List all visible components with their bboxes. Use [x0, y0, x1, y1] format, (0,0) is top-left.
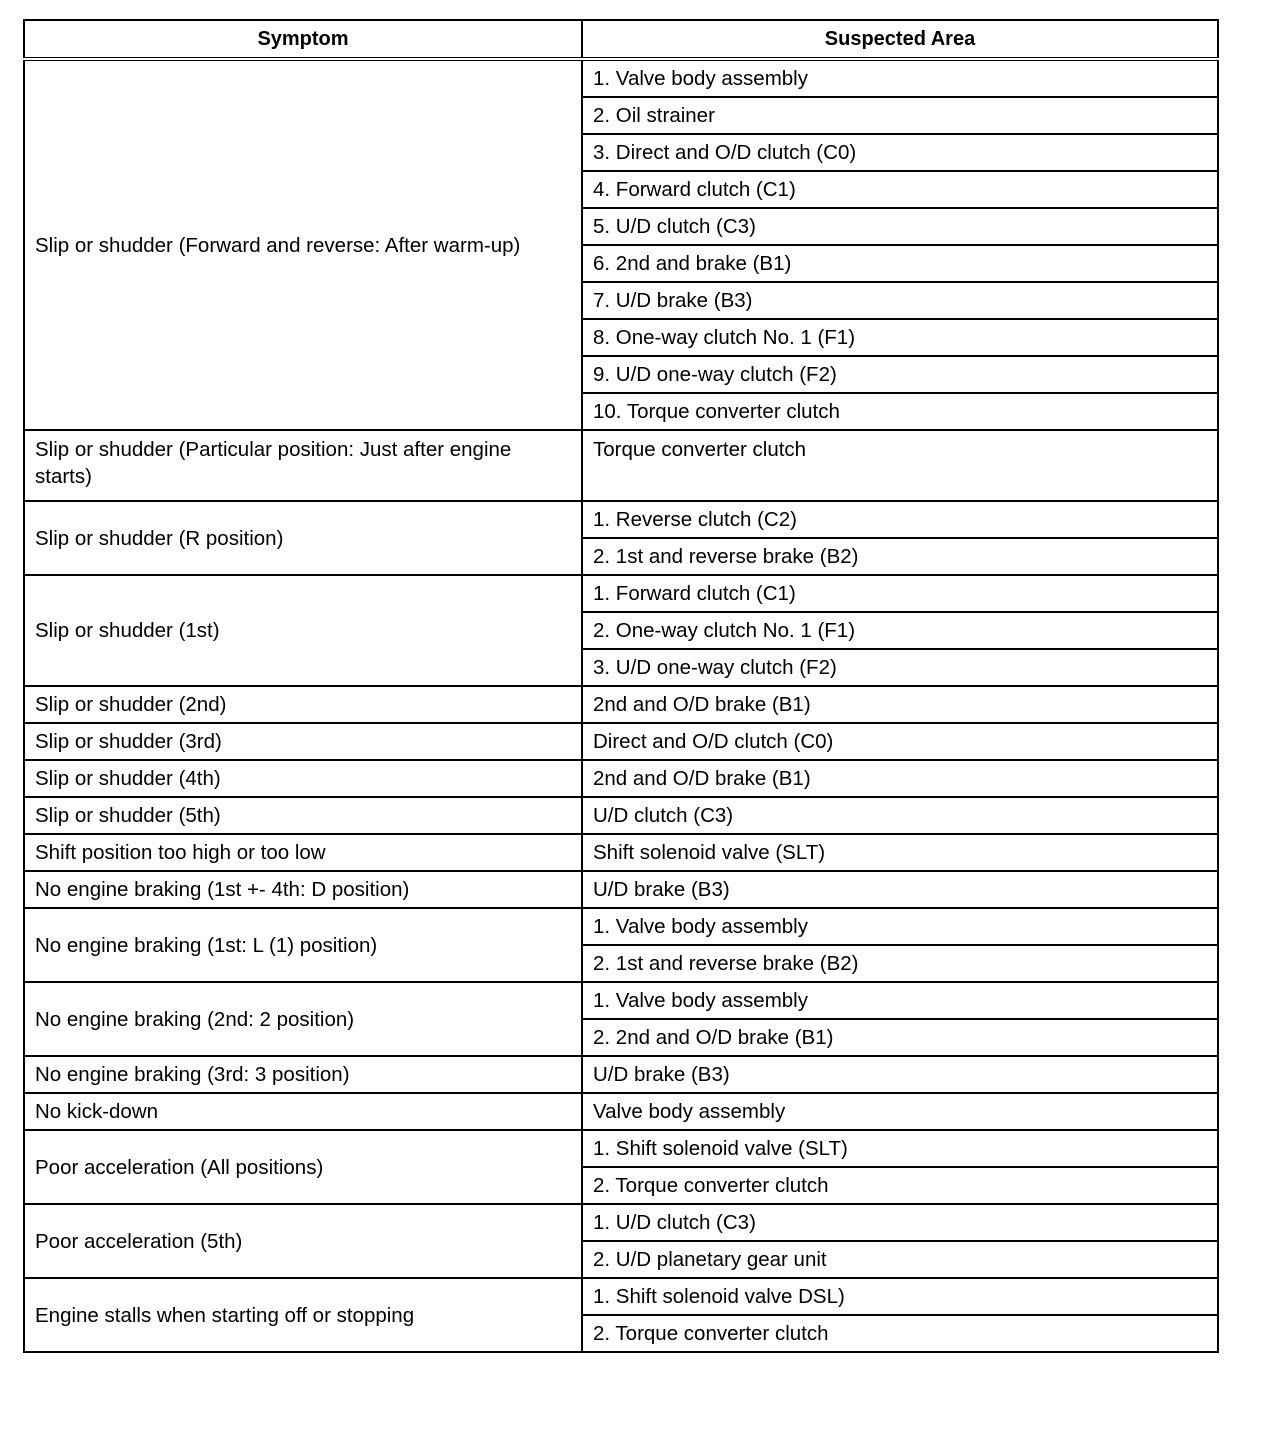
suspected-area-cell: 7. U/D brake (B3)	[582, 282, 1218, 319]
suspected-area-cell: 2. 2nd and O/D brake (B1)	[582, 1019, 1218, 1056]
symptom-cell: Slip or shudder (4th)	[24, 760, 582, 797]
suspected-area-cell: U/D brake (B3)	[582, 1056, 1218, 1093]
suspected-area-cell: 3. U/D one-way clutch (F2)	[582, 649, 1218, 686]
symptom-cell: Slip or shudder (2nd)	[24, 686, 582, 723]
suspected-area-cell: 5. U/D clutch (C3)	[582, 208, 1218, 245]
suspected-area-cell: 2. Torque converter clutch	[582, 1315, 1218, 1352]
suspected-area-cell: Valve body assembly	[582, 1093, 1218, 1130]
symptom-cell: No kick-down	[24, 1093, 582, 1130]
symptom-cell: No engine braking (3rd: 3 position)	[24, 1056, 582, 1093]
suspected-area-cell: 2. Torque converter clutch	[582, 1167, 1218, 1204]
suspected-area-cell: U/D brake (B3)	[582, 871, 1218, 908]
table-row	[24, 501, 1218, 538]
table-row	[24, 1056, 1218, 1093]
suspected-area-cell: 8. One-way clutch No. 1 (F1)	[582, 319, 1218, 356]
suspected-area-cell: 9. U/D one-way clutch (F2)	[582, 356, 1218, 393]
suspected-area-cell: 2. One-way clutch No. 1 (F1)	[582, 612, 1218, 649]
suspected-area-cell: 10. Torque converter clutch	[582, 393, 1218, 430]
suspected-area-cell: Direct and O/D clutch (C0)	[582, 723, 1218, 760]
suspected-area-header: Suspected Area	[582, 20, 1218, 59]
table-row	[24, 686, 1218, 723]
symptom-cell: Slip or shudder (1st)	[24, 575, 582, 686]
suspected-area-cell: 2. 1st and reverse brake (B2)	[582, 538, 1218, 575]
symptom-cell: Poor acceleration (All positions)	[24, 1130, 582, 1204]
suspected-area-cell: 1. Shift solenoid valve DSL)	[582, 1278, 1218, 1315]
symptom-cell: Slip or shudder (Particular position: Just after engine starts)	[24, 430, 582, 501]
table-row	[24, 1278, 1218, 1315]
symptom-cell: No engine braking (2nd: 2 position)	[24, 982, 582, 1056]
suspected-area-cell: 1. Reverse clutch (C2)	[582, 501, 1218, 538]
table-row	[24, 834, 1218, 871]
symptom-cell: Slip or shudder (R position)	[24, 501, 582, 575]
table-row	[24, 1204, 1218, 1241]
header-row	[24, 20, 1218, 59]
suspected-area-cell: 2. Oil strainer	[582, 97, 1218, 134]
suspected-area-cell: 2. 1st and reverse brake (B2)	[582, 945, 1218, 982]
table-row	[24, 908, 1218, 945]
suspected-area-cell: 2. U/D planetary gear unit	[582, 1241, 1218, 1278]
suspected-area-cell: 1. Valve body assembly	[582, 982, 1218, 1019]
suspected-area-cell: Shift solenoid valve (SLT)	[582, 834, 1218, 871]
suspected-area-cell: Torque converter clutch	[582, 430, 1218, 501]
symptom-header: Symptom	[24, 20, 582, 59]
table-row	[24, 982, 1218, 1019]
symptom-cell: No engine braking (1st: L (1) position)	[24, 908, 582, 982]
symptom-cell: Poor acceleration (5th)	[24, 1204, 582, 1278]
table-row	[24, 430, 1218, 501]
table-row	[24, 59, 1218, 97]
suspected-area-cell: 1. U/D clutch (C3)	[582, 1204, 1218, 1241]
table-row	[24, 1093, 1218, 1130]
symptom-cell: Shift position too high or too low	[24, 834, 582, 871]
symptom-cell: Engine stalls when starting off or stopping	[24, 1278, 582, 1352]
suspected-area-cell: 1. Forward clutch (C1)	[582, 575, 1218, 612]
symptom-cell: Slip or shudder (3rd)	[24, 723, 582, 760]
table-body	[24, 59, 1218, 1352]
table-row	[24, 760, 1218, 797]
table-row	[24, 575, 1218, 612]
suspected-area-cell: 1. Valve body assembly	[582, 59, 1218, 97]
table-row	[24, 723, 1218, 760]
suspected-area-cell: U/D clutch (C3)	[582, 797, 1218, 834]
table-row	[24, 871, 1218, 908]
suspected-area-cell: 2nd and O/D brake (B1)	[582, 686, 1218, 723]
suspected-area-cell: 1. Valve body assembly	[582, 908, 1218, 945]
suspected-area-cell: 1. Shift solenoid valve (SLT)	[582, 1130, 1218, 1167]
suspected-area-cell: 3. Direct and O/D clutch (C0)	[582, 134, 1218, 171]
table-row	[24, 1130, 1218, 1167]
symptom-cell: Slip or shudder (5th)	[24, 797, 582, 834]
table-row	[24, 797, 1218, 834]
suspected-area-cell: 6. 2nd and brake (B1)	[582, 245, 1218, 282]
symptom-cell: No engine braking (1st +- 4th: D position)	[24, 871, 582, 908]
troubleshooting-table	[23, 19, 1219, 1353]
suspected-area-cell: 4. Forward clutch (C1)	[582, 171, 1218, 208]
suspected-area-cell: 2nd and O/D brake (B1)	[582, 760, 1218, 797]
symptom-cell: Slip or shudder (Forward and reverse: After warm-up)	[24, 59, 582, 430]
